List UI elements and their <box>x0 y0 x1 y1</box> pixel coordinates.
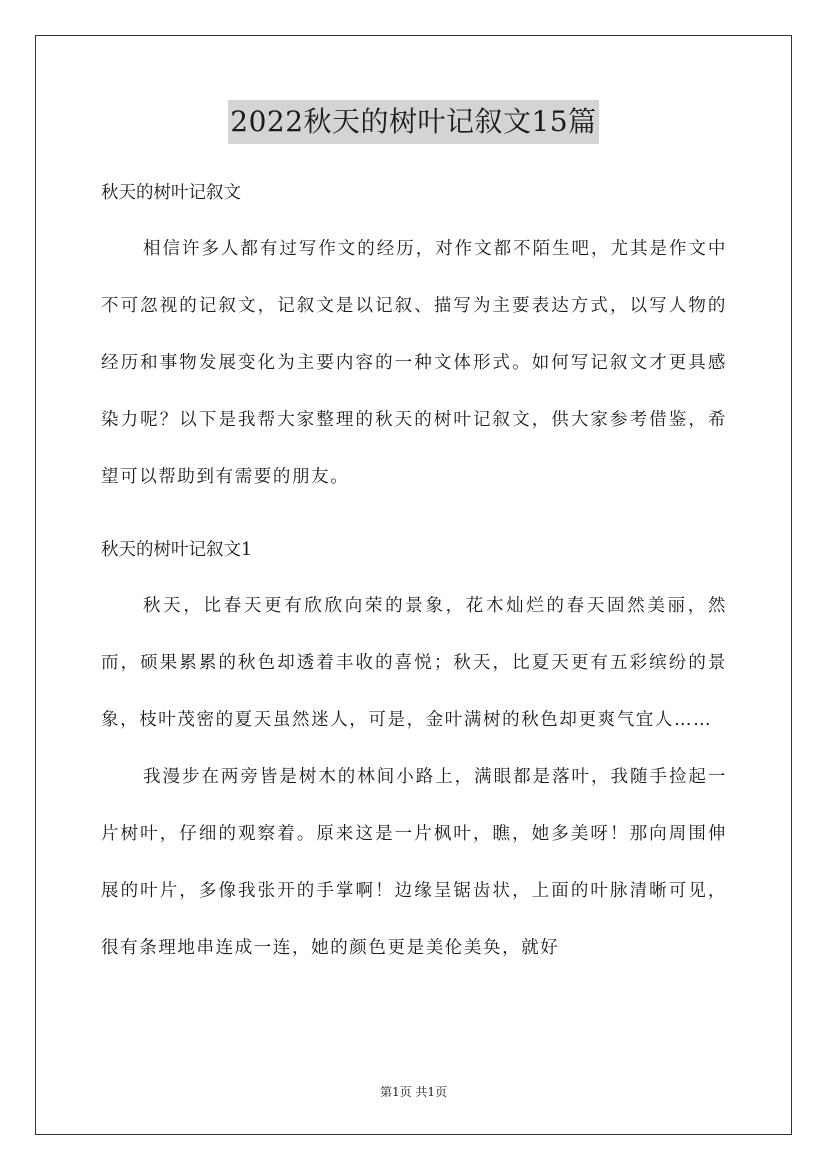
section-1-paragraph-2: 我漫步在两旁皆是树木的林间小路上，满眼都是落叶，我随手捡起一片树叶，仔细的观察着。原来这是一片枫叶，瞧，她多美呀！那向周围伸展的叶片，多像我张开的手掌啊！边缘呈锯齿状，上面的叶脉清晰可见，很有条理地串连成一连，她的颜色更是美伦美奂，就好 <box>101 767 727 958</box>
section-1 <box>101 532 727 977</box>
section-1-paragraph-1: 秋天，比春天更有欣欣向荣的景象，花木灿烂的春天固然美丽，然而，硕果累累的秋色却透着丰收的喜悦；秋天，比夏天更有五彩缤纷的景象，枝叶茂密的夏天虽然迷人，可是，金叶满树的秋色却更爽气宜人…… <box>101 596 727 730</box>
page-footer: 第1页 共1页 <box>379 1085 448 1099</box>
section-1-heading: 秋天的树叶记叙文1 <box>101 540 253 560</box>
intro-heading: 秋天的树叶记叙文 <box>101 183 241 203</box>
intro-paragraph: 相信许多人都有过写作文的经历，对作文都不陌生吧，尤其是作文中不可忽视的记叙文，记叙文是以记叙、描写为主要表达方式，以写人物的经历和事物发展变化为主要内容的一种文体形式。如何写记叙文才更具感染力呢？以下是我帮大家整理的秋天的树叶记叙文，供大家参考借鉴，希望可以帮助到有需要的朋友。 <box>101 239 727 487</box>
section-spacer <box>101 506 727 532</box>
document-body <box>101 175 727 977</box>
document-title <box>0 100 827 144</box>
document-title-text: 2022秋天的树叶记叙文15篇 <box>228 100 598 144</box>
